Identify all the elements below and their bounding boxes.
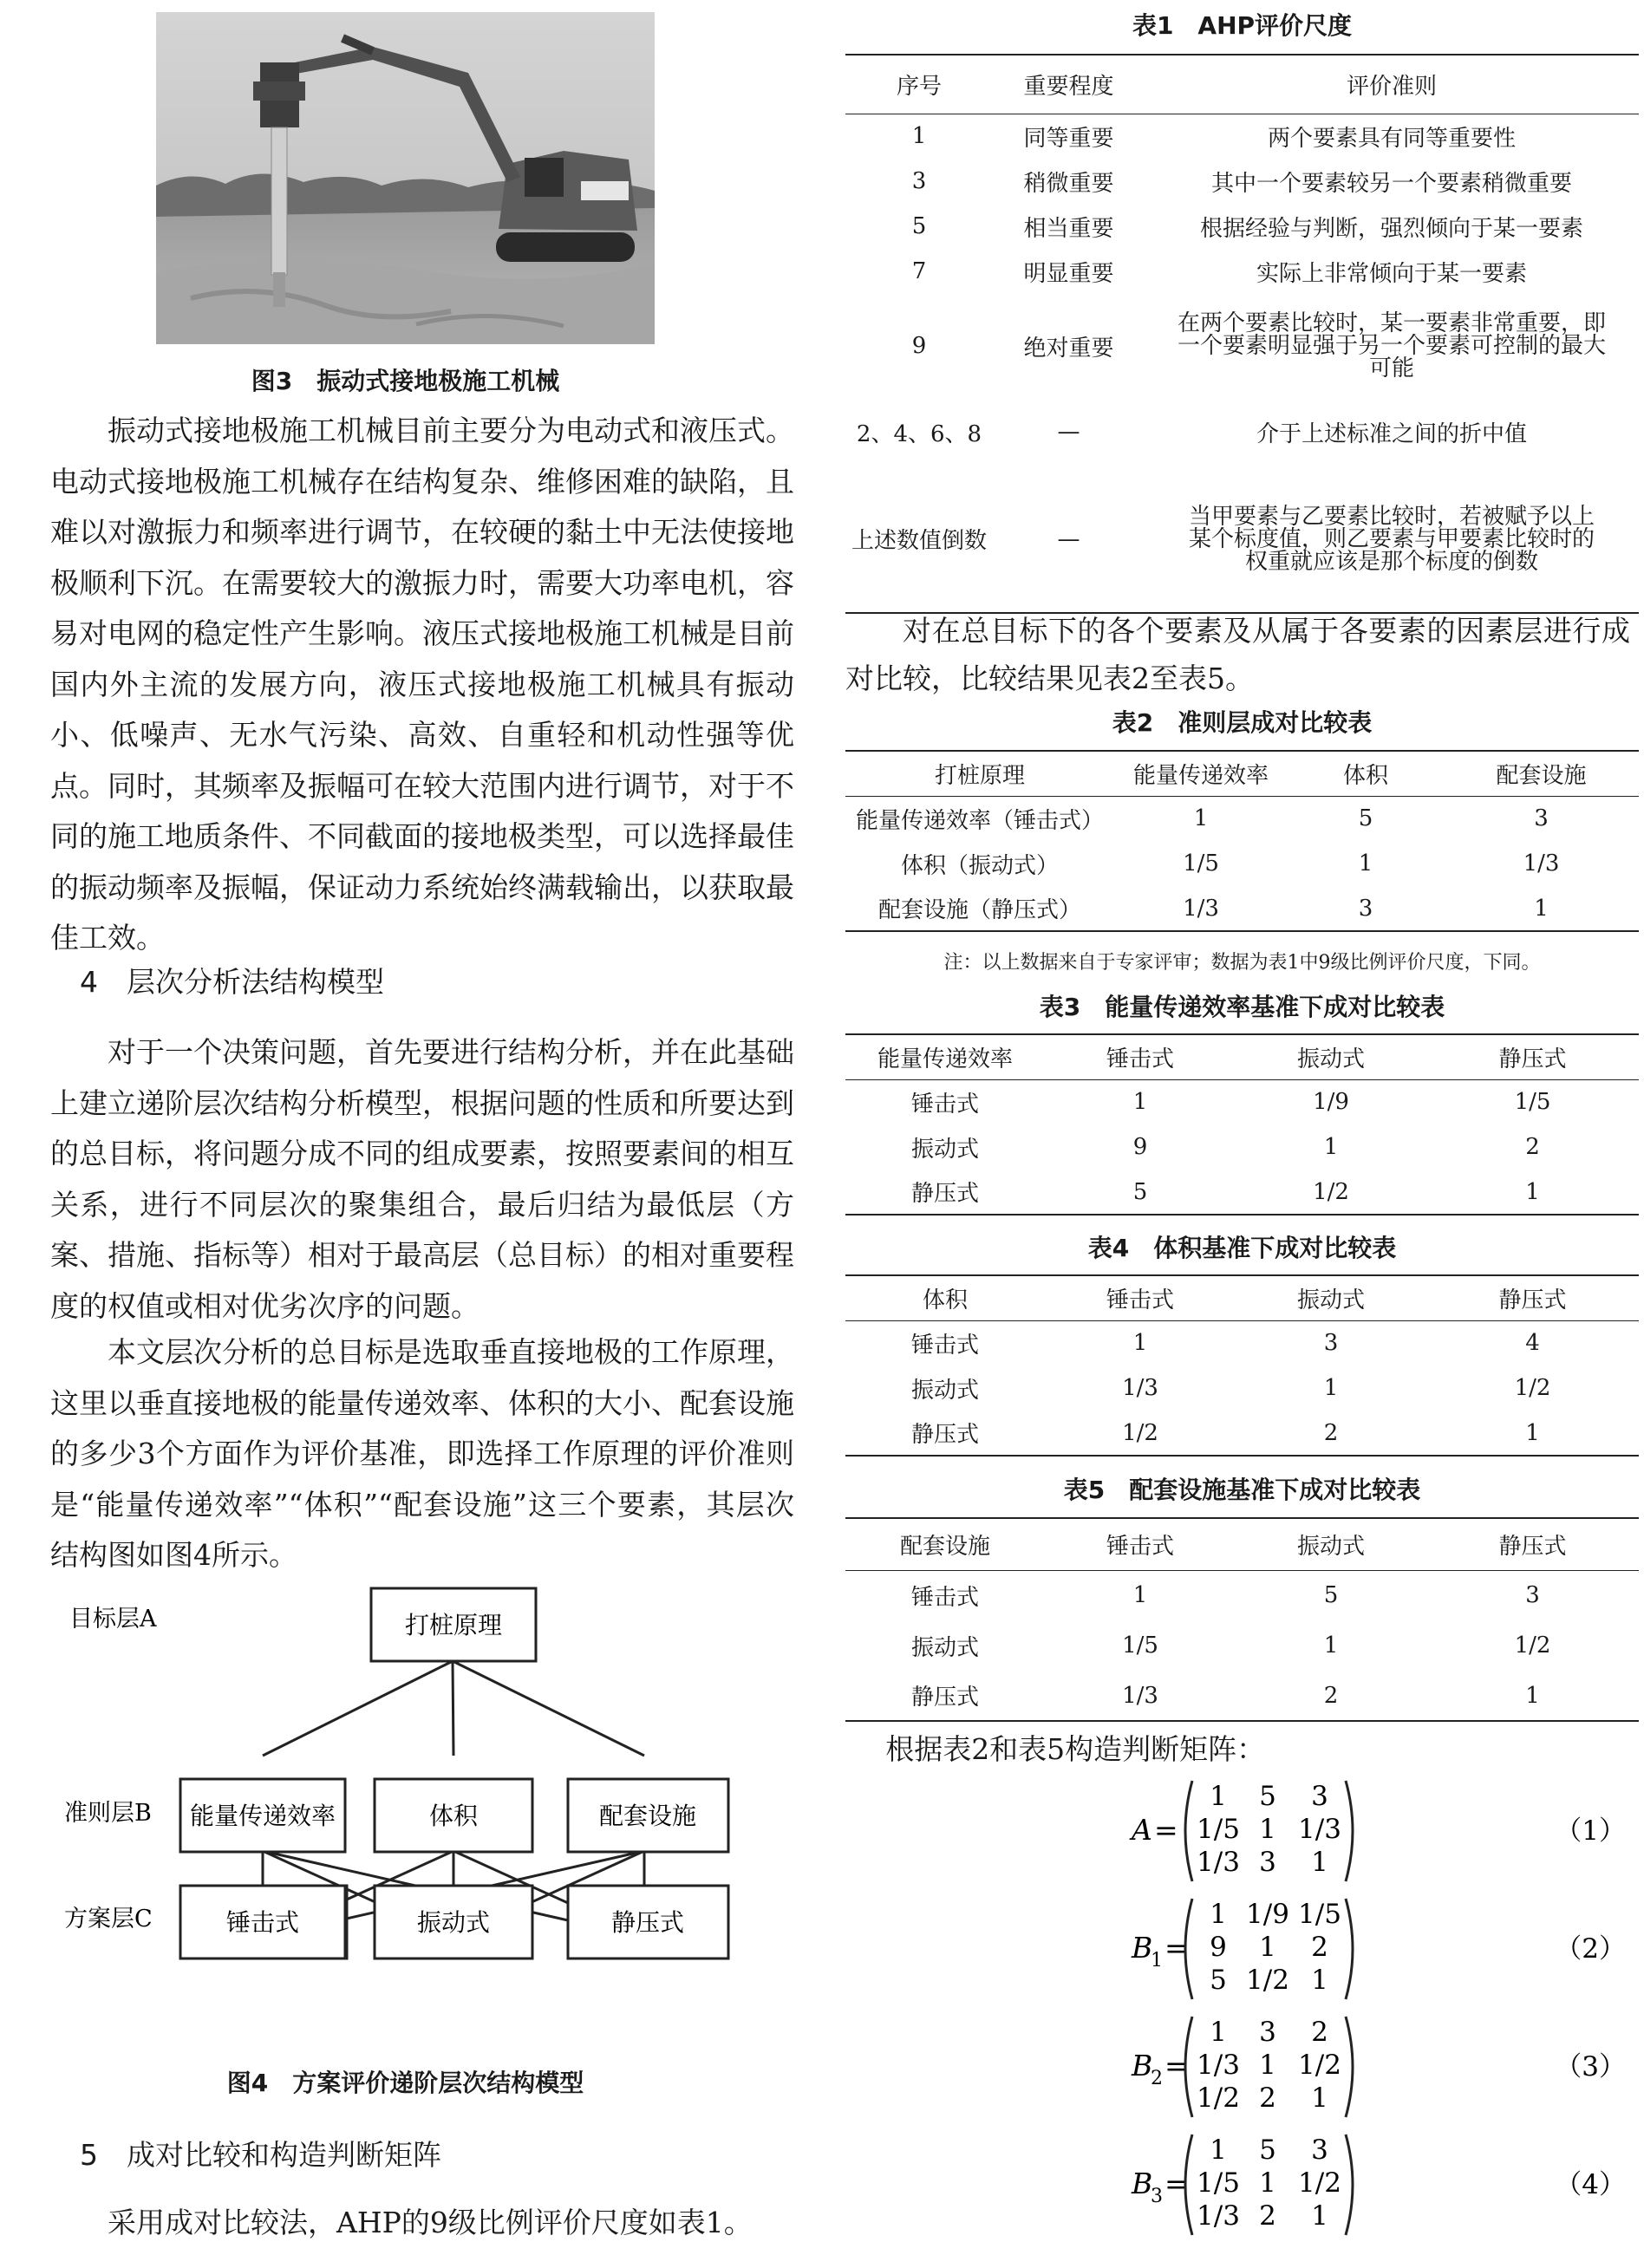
table-cell: 3 — [1534, 805, 1549, 832]
table-cell: 1 — [1193, 805, 1209, 832]
matrix-cell: 1 — [1210, 2134, 1227, 2166]
table-cell: 1/5 — [1122, 1633, 1158, 1659]
goal-box-label: 打桩原理 — [404, 1611, 503, 1639]
table-cell: 1 — [1358, 850, 1373, 877]
table-cell: 7 — [911, 258, 927, 284]
table-cell: 1 — [1323, 1134, 1339, 1160]
matrix-cell: 1/9 — [1246, 1899, 1289, 1930]
matrix-cell: 3 — [1311, 2134, 1328, 2166]
table1-title: 表1 AHP评价尺度 — [1132, 11, 1353, 40]
table-cell: 振动式 — [910, 1634, 979, 1661]
matrix-cell: 1/3 — [1197, 1847, 1240, 1878]
table-cell: — — [993, 466, 1145, 613]
matrix-cell: 3 — [1259, 2017, 1276, 2048]
matrix-cell: 1 — [1259, 1814, 1276, 1845]
table-cell: 振动式 — [910, 1377, 979, 1404]
equation-number: （4） — [1555, 2169, 1626, 2200]
table-cell: 5 — [1045, 1170, 1236, 1215]
matrix-cell: 1 — [1311, 2200, 1328, 2232]
matrix-cell: 2 — [1259, 2082, 1276, 2114]
table2-header: 体积 — [1288, 751, 1444, 796]
table-cell: 5 — [1358, 805, 1373, 832]
table2-note: 注：以上数据来自于专家评审；数据为表1中9级比例评价尺度，下同。 — [943, 952, 1541, 974]
table-cell: 3 — [1323, 1330, 1339, 1357]
layer-b-label: 准则层B — [64, 1800, 152, 1827]
matrix-cell: 1 — [1311, 1847, 1328, 1878]
table2-header: 打桩原理 — [845, 751, 1114, 796]
equals-sign: = — [1164, 2167, 1189, 2200]
matrix-cell: 1/5 — [1197, 2167, 1240, 2199]
table-cell: 锤击式 — [910, 1332, 979, 1359]
matrix-cell: 1 — [1311, 1965, 1328, 1996]
table-cell: 在两个要素比较时，某一要素非常重要，即一个要素明显强于另一个要素可控制的最大可能 — [1177, 310, 1606, 381]
table-cell: 根据经验与判断，强烈倾向于某一要素 — [1199, 215, 1583, 242]
table-cell: 稍微重要 — [1023, 170, 1114, 197]
table-cell: 3 — [1288, 886, 1444, 931]
matrix-cell: 1/5 — [1197, 1814, 1240, 1845]
matrix-cell: 5 — [1259, 2134, 1276, 2166]
excavator-photo-icon — [156, 12, 655, 344]
matrix-cell: 1 — [1311, 2082, 1328, 2114]
left-paren — [1185, 1899, 1192, 1999]
table-cell: 1/5 — [1183, 850, 1219, 877]
table-cell: 同等重要 — [1023, 125, 1114, 152]
alternative-box-1: 锤击式 — [225, 1908, 300, 1937]
equals-sign: = — [1154, 1813, 1178, 1847]
table-cell: — — [1057, 419, 1080, 445]
layer-c-label: 方案层C — [64, 1906, 153, 1932]
table-cell: 能量传递效率（锤击式） — [855, 807, 1104, 834]
criterion-box-2: 体积 — [428, 1802, 479, 1830]
left-column — [0, 0, 806, 2268]
table-cell: 相当重要 — [1023, 215, 1114, 242]
matrix-cell: 3 — [1259, 1847, 1276, 1878]
matrix-cell: 1 — [1259, 2050, 1276, 2081]
matrix-cell: 2 — [1311, 1932, 1328, 1963]
table5-header: 配套设施 — [845, 1518, 1045, 1570]
left-paren — [1185, 1781, 1192, 1881]
matrix-cell: 5 — [1259, 1781, 1276, 1812]
table-cell: 锤击式 — [910, 1584, 979, 1611]
table-cell: 5 — [911, 213, 927, 239]
table-cell: 1 — [1132, 1089, 1148, 1116]
criterion-box-3: 配套设施 — [598, 1802, 697, 1830]
table-cell: 5 — [1323, 1582, 1339, 1609]
table-cell: 3 — [1525, 1582, 1540, 1609]
table-cell: 1 — [1444, 886, 1639, 931]
left-paren — [1185, 2017, 1192, 2117]
table-cell: 1 — [1426, 1411, 1639, 1456]
table2-title: 表2 准则层成对比较表 — [1112, 708, 1373, 737]
table5-header: 静压式 — [1426, 1518, 1639, 1570]
table5-header: 振动式 — [1236, 1518, 1426, 1570]
table-cell: 1/2 — [1045, 1411, 1236, 1456]
matrix-cell: 1/2 — [1298, 2050, 1341, 2081]
right-paragraph-2: 根据表2和表5构造判断矩阵： — [885, 1732, 1266, 1766]
equation-number: （2） — [1555, 1933, 1626, 1965]
table-cell: 2 — [1236, 1671, 1426, 1721]
table3-header: 锤击式 — [1045, 1034, 1236, 1079]
table-cell: 2、4、6、8 — [856, 420, 982, 447]
table-cell: 1/3 — [1122, 1375, 1158, 1401]
table-cell: 体积（振动式） — [900, 852, 1059, 879]
table3-header: 能量传递效率 — [845, 1034, 1045, 1079]
table-cell: 1 — [911, 123, 927, 150]
table-cell: 1/3 — [1114, 886, 1288, 931]
table-cell: 1 — [1132, 1582, 1148, 1609]
matrix-cell: 1/2 — [1246, 1965, 1289, 1996]
right-paren — [1346, 2134, 1353, 2235]
matrix-subscript: 3 — [1151, 2186, 1163, 2207]
table-cell: 绝对重要 — [1023, 335, 1114, 362]
table4-header: 锤击式 — [1045, 1275, 1236, 1320]
figure3-caption: 图3 振动式接地极施工机械 — [251, 367, 560, 395]
right-paragraph-1: 对在总目标下的各个要素及从属于各要素的因素层进行成对比较，比较结果见表2至表5。 — [845, 614, 1630, 695]
matrix-cell: 9 — [1210, 1932, 1227, 1963]
table3-header: 静压式 — [1426, 1034, 1639, 1079]
table-cell: 1 — [1323, 1375, 1339, 1401]
table-cell: 锤击式 — [910, 1091, 979, 1118]
table-cell: 4 — [1525, 1330, 1540, 1357]
matrix-name: B — [1132, 1931, 1153, 1965]
table-cell: 静压式 — [845, 1170, 1045, 1215]
table-cell: 1/3 — [1523, 850, 1560, 877]
figure4-caption: 图4 方案评价递阶层次结构模型 — [226, 2069, 584, 2097]
alternative-box-2: 振动式 — [416, 1908, 491, 1937]
left-paren — [1185, 2134, 1192, 2235]
table1-header: 序号 — [845, 55, 993, 114]
table-cell: 静压式 — [845, 1411, 1045, 1456]
table-cell: 明显重要 — [1023, 260, 1114, 287]
matrix-cell: 1/2 — [1298, 2167, 1341, 2199]
section-4-heading: 4 层次分析法结构模型 — [80, 965, 384, 999]
table-cell: 配套设施（静压式） — [845, 886, 1114, 931]
matrix-subscript: 1 — [1151, 1950, 1163, 1971]
right-paren — [1346, 1781, 1353, 1881]
matrix-cell: 1/3 — [1298, 1814, 1341, 1845]
matrix-cell: 1 — [1210, 1899, 1227, 1930]
paragraph-3: 本文层次分析的总目标是选取垂直接地极的工作原理，这里以垂直接地极的能量传递效率、体积的大小、配套设施的多少3个方面作为评价基准，即选择工作原理的评价准则是“能量传递效率”“体积”“配套设施”这三个要素，其层次结构图如图4所示。 — [50, 1335, 794, 1572]
table4-header: 振动式 — [1236, 1275, 1426, 1320]
table-cell: 1 — [1426, 1671, 1639, 1721]
table-cell: 1/5 — [1514, 1089, 1551, 1116]
table2-header: 能量传递效率 — [1114, 751, 1288, 796]
matrix-cell: 1 — [1259, 2167, 1276, 2199]
table-cell: 1/2 — [1236, 1170, 1426, 1215]
table-cell: 实际上非常倾向于某一要素 — [1256, 260, 1527, 287]
matrix-cell: 1 — [1210, 2017, 1227, 2048]
table5-header: 锤击式 — [1045, 1518, 1236, 1570]
matrix-cell: 1 — [1210, 1781, 1227, 1812]
equals-sign: = — [1164, 2049, 1189, 2082]
table3-title: 表3 能量传递效率基准下成对比较表 — [1039, 993, 1445, 1021]
matrix-name: B — [1132, 2167, 1153, 2200]
table4-title: 表4 体积基准下成对比较表 — [1087, 1234, 1397, 1262]
table-cell: 1/9 — [1313, 1089, 1349, 1116]
table-cell: 9 — [911, 333, 927, 359]
table-cell: 9 — [1132, 1134, 1148, 1160]
table1-header: 重要程度 — [993, 55, 1145, 114]
matrix-cell: 1 — [1259, 1932, 1276, 1963]
table-cell: 1 — [1426, 1170, 1639, 1215]
table2-header: 配套设施 — [1444, 751, 1639, 796]
table-cell: 1 — [1323, 1633, 1339, 1659]
figure3-photo — [156, 12, 655, 344]
table-cell: 1/2 — [1514, 1633, 1551, 1659]
table-cell: 振动式 — [910, 1136, 979, 1163]
matrix-subscript: 2 — [1151, 2068, 1163, 2089]
table4-header: 体积 — [845, 1275, 1045, 1320]
matrix-cell: 3 — [1311, 1781, 1328, 1812]
table-cell: 其中一个要素较另一个要素稍微重要 — [1210, 170, 1572, 197]
paragraph-2: 对于一个决策问题，首先要进行结构分析，并在此基础上建立递阶层次结构分析模型，根据问题的性质和所要达到的总目标，将问题分成不同的组成要素，按照要素间的相互关系，进行不同层次的聚集组合，最后归结为最低层（方案、措施、指标等）相对于最高层（总目标）的相对重要程度的权值或相对优劣次序的问题。 — [50, 1035, 794, 1323]
section-5-heading: 5 成对比较和构造判断矩阵 — [80, 2138, 441, 2172]
layer-a-label: 目标层A — [69, 1606, 157, 1633]
table-cell: 2 — [1525, 1134, 1540, 1160]
matrix-cell: 1/2 — [1197, 2082, 1240, 2114]
matrix-cell: 1/3 — [1197, 2200, 1240, 2232]
matrix-name: B — [1132, 2049, 1153, 2082]
paragraph-4: 采用成对比较法，AHP的9级比例评价尺度如表1。 — [108, 2206, 753, 2239]
matrix-name: A — [1132, 1813, 1152, 1847]
right-paren — [1346, 1899, 1353, 1999]
table1-header: 评价准则 — [1145, 55, 1639, 114]
table4-header: 静压式 — [1426, 1275, 1639, 1320]
right-column — [845, 0, 1639, 2268]
figure4-hierarchy-diagram — [0, 1578, 806, 1977]
table-cell: 当甲要素与乙要素比较时，若被赋予以上某个标度值，则乙要素与甲要素比较时的权重就应该是那个标度的倒数 — [1145, 466, 1639, 613]
equals-sign: = — [1164, 1931, 1189, 1965]
table-cell: 2 — [1236, 1411, 1426, 1456]
table-cell: 1/2 — [1514, 1375, 1551, 1401]
table-cell: 两个要素具有同等重要性 — [1267, 125, 1516, 152]
matrix-cell: 5 — [1210, 1965, 1227, 1996]
matrix-cell: 1/5 — [1298, 1899, 1341, 1930]
matrix-cell: 1/3 — [1197, 2050, 1240, 2081]
table-cell: 1/3 — [1045, 1671, 1236, 1721]
table-cell: 上述数值倒数 — [845, 466, 993, 613]
matrix-cell: 2 — [1311, 2017, 1328, 2048]
table5-title: 表5 配套设施基准下成对比较表 — [1063, 1476, 1421, 1504]
alternative-box-3: 静压式 — [610, 1908, 685, 1937]
table-cell: 介于上述标准之间的折中值 — [1256, 420, 1527, 447]
equation-number: （1） — [1555, 1815, 1626, 1847]
table-cell: 3 — [911, 168, 927, 194]
right-paren — [1346, 2017, 1353, 2117]
table-cell: 1 — [1132, 1330, 1148, 1357]
criterion-box-1: 能量传递效率 — [189, 1802, 336, 1830]
matrix-cell: 2 — [1259, 2200, 1276, 2232]
judgment-matrices — [845, 0, 1639, 2268]
equation-number: （3） — [1555, 2051, 1626, 2082]
table3-header: 振动式 — [1236, 1034, 1426, 1079]
table-cell: 静压式 — [845, 1671, 1045, 1721]
paragraph-1: 振动式接地极施工机械目前主要分为电动式和液压式。电动式接地极施工机械存在结构复杂、维修困难的缺陷，且难以对激振力和频率进行调节，在较硬的黏土中无法使接地极顺利下沉。在需要较大的激振力时，需要大功率电机，容易对电网的稳定性产生影响。液压式接地极施工机械是目前国内外主流的发展方向，液压式接地极施工机械具有振动小、低噪声、无水气污染、高效、自重轻和机动性强等优点。同时，其频率及振幅可在较大范围内进行调节，对于不同的施工地质条件、不同截面的接地极类型，可以选择最佳的振动频率及振幅，保证动力系统始终满载输出，以获取最佳工效。 — [50, 414, 794, 955]
